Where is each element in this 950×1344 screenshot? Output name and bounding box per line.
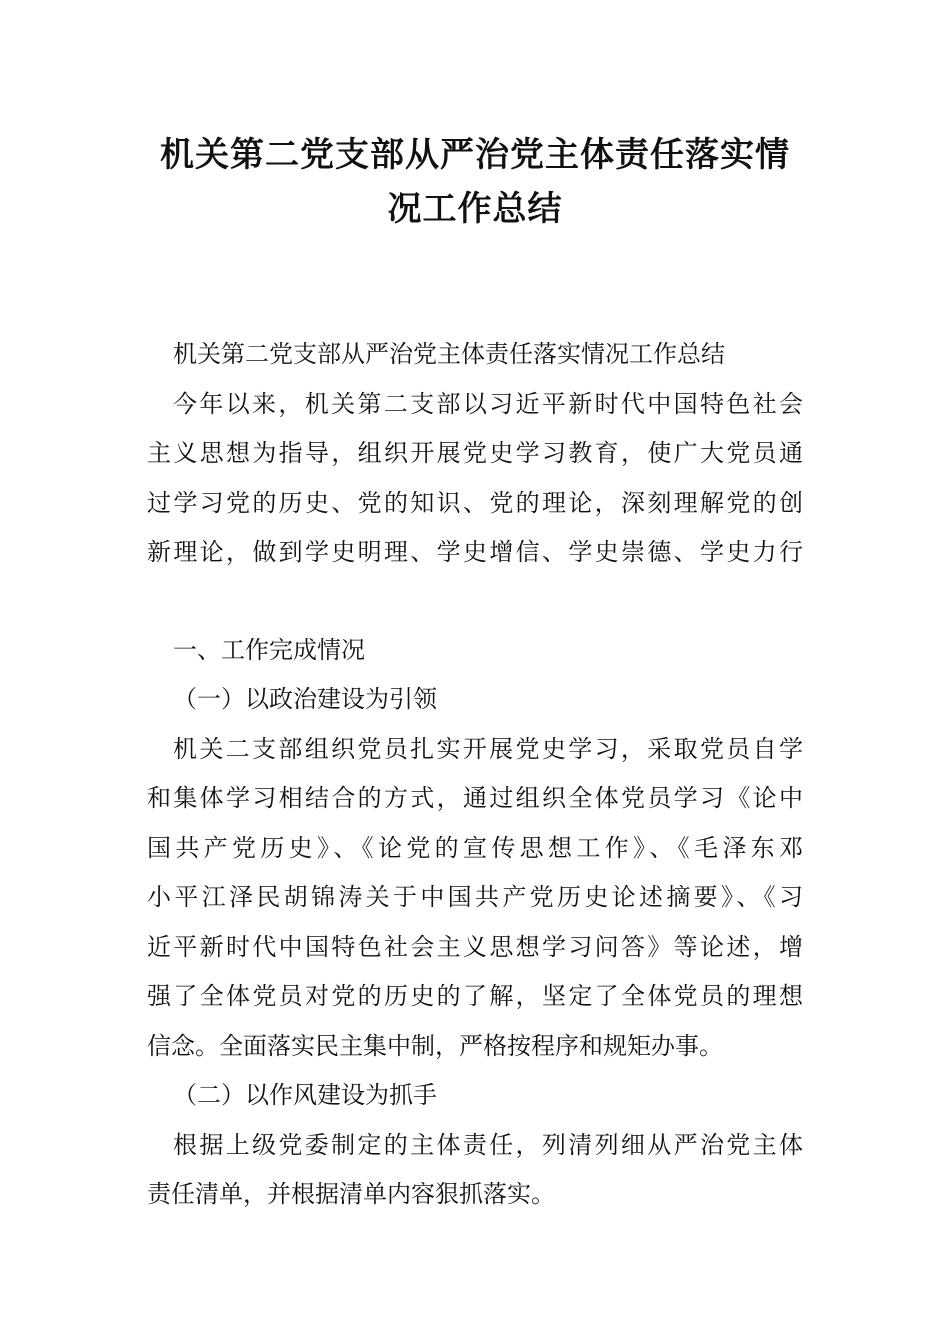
paragraph-line: 根据上级党委制定的主体责任，列清列细从严治党主体: [173, 1130, 803, 1159]
paragraph-line: 和集体学习相结合的方式，通过组织全体党员学习《论中: [147, 784, 803, 812]
subsection-heading-2: （二）以作风建设为抓手: [173, 1081, 437, 1109]
paragraph-line: 机关二支部组织党员扎实开展党史学习，采取党员自学: [173, 734, 803, 763]
subsection-2-paragraph: [147, 1121, 803, 1220]
paragraph-line: 责任清单，并根据清单内容狠抓落实。: [147, 1180, 555, 1208]
paragraph-line: 近平新时代中国特色社会主义思想学习问答》等论述，增: [147, 932, 803, 961]
paragraph-line: 主义思想为指导，组织开展党史学习教育，使广大党员通: [147, 439, 803, 467]
paragraph-line: 今年以来，机关第二支部以习近平新时代中国特色社会: [173, 389, 803, 418]
paragraph-line: 信念。全面落实民主集中制，严格按程序和规矩办事。: [147, 1031, 723, 1060]
subsection-1-paragraph: [147, 725, 803, 1072]
paragraph-line: 强了全体党员对党的历史的了解，坚定了全体党员的理想: [147, 982, 803, 1010]
intro-paragraph: [147, 380, 803, 578]
subsection-heading-1: （一）以政治建设为引领: [173, 685, 437, 713]
paragraph-line: 小平江泽民胡锦涛关于中国共产党历史论述摘要》、《习: [147, 883, 803, 911]
title-line-1: 机关第二党支部从严治党主体责任落实情: [160, 135, 790, 175]
paragraph-gap: [147, 578, 803, 626]
paragraph-line: 新理论，做到学史明理、学史增信、学史崇德、学史力行: [147, 538, 803, 566]
paragraph-line: 过学习党的历史、党的知识、党的理论，深刻理解党的创: [147, 488, 803, 517]
document-subtitle: 机关第二党支部从严治党主体责任落实情况工作总结: [173, 340, 725, 368]
section-heading-1: 一、工作完成情况: [173, 635, 365, 664]
title-line-2: 况工作总结: [387, 189, 563, 229]
document-title: [120, 128, 830, 236]
paragraph-line: 国共产党历史》、《论党的宣传思想工作》、《毛泽东邓: [147, 833, 803, 862]
document-body: [147, 330, 803, 1220]
